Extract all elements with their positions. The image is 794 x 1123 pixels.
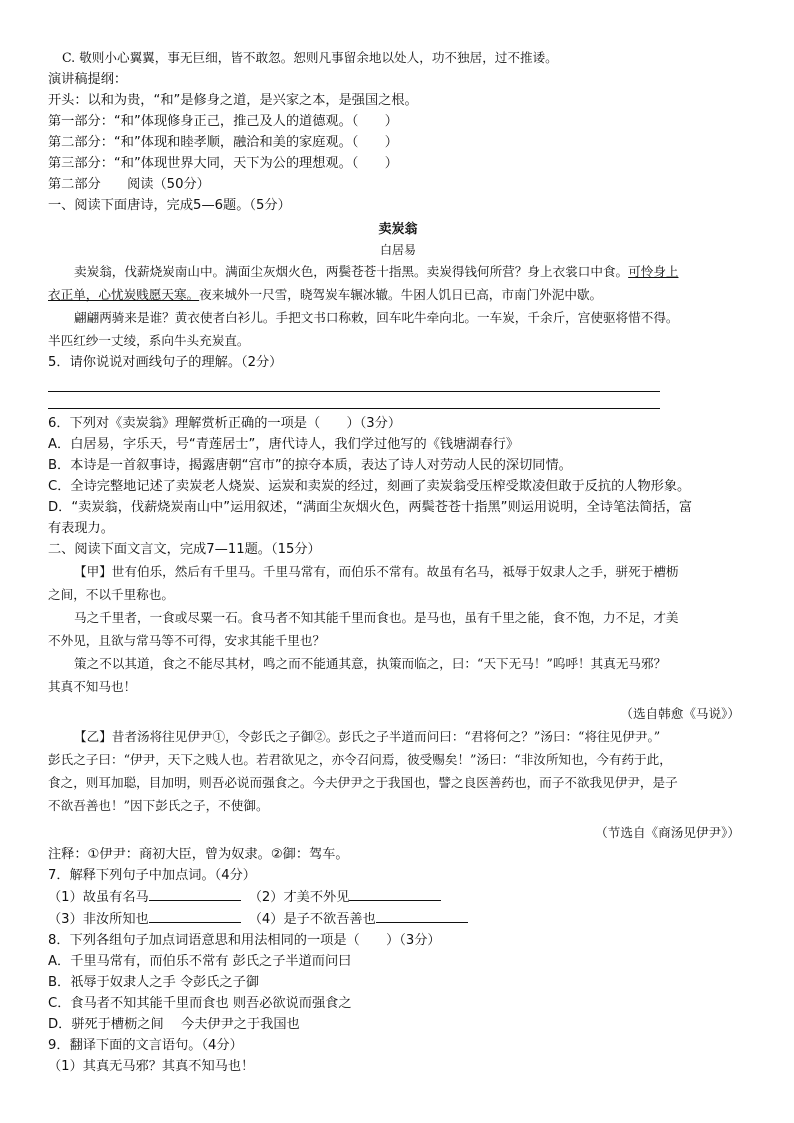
answer-blank[interactable] xyxy=(349,886,441,901)
passage-jia-p2: 马之千里者，一食或尽粟一石。食马者不知其能千里而食也。是马也，虽有千里之能，食不饱，力不足，才美 xyxy=(74,610,679,625)
outline-part-1: 第一部分：“和”体现修身正己，推己及人的道德观。（ ） xyxy=(48,114,398,129)
question-6-option-a: A．白居易，字乐天，号“青莲居士”，唐代诗人，我们学过他写的《钱塘湖春行》 xyxy=(48,437,520,452)
passage-yi-p1: 【乙】昔者汤将往见伊尹①，令彭氏之子御②。彭氏之子半道而问曰：“君将何之？”汤曰：“将往见伊尹。” xyxy=(74,729,661,744)
question-7-item-3: （3）非汝所知也 xyxy=(48,912,149,927)
poem-title: 卖炭翁 xyxy=(378,222,418,237)
question-8-option-d: D．骈死于槽枥之间 今夫伊尹之于我国也 xyxy=(48,1017,300,1032)
outline-part-2: 第二部分：“和”体现和睦孝顺，融洽和美的家庭观。（ ） xyxy=(48,135,398,150)
question-6-option-c: C．全诗完整地记述了卖炭老人烧炭、运炭和卖炭的经过，刻画了卖炭翁受压榨受欺凌但敢于反抗的人物形象。 xyxy=(48,479,691,494)
question-7-stem: 7．解释下列句子中加点词。（4分） xyxy=(48,868,256,883)
poem-line-2 xyxy=(48,283,748,306)
question-7-item-2: （2）才美不外见 xyxy=(248,890,350,905)
question-8-option-a: A．千里马常有，而伯乐不常有 彭氏之子半道而问曰 xyxy=(48,954,352,969)
question-8-option-c: C．食马者不知其能千里而食也 则吾必欲说而强食之 xyxy=(48,996,352,1011)
question-6-option-d-cont: 有表现力。 xyxy=(48,521,114,536)
poem-author: 白居易 xyxy=(379,243,416,257)
question-7-row-2 xyxy=(48,908,748,930)
passage-notes: 注释：①伊尹：商初大臣，曾为奴隶。②御：驾车。 xyxy=(48,847,349,862)
exam-page xyxy=(48,46,748,1077)
poem-text: 夜来城外一尺雪，晓驾炭车辗冰辙。牛困人饥日已高，市南门外泥中歇。 xyxy=(199,287,603,302)
passage-yi-source: （节选自《商汤见伊尹》） xyxy=(595,825,740,840)
question-9-stem: 9．翻译下面的文言语句。（4分） xyxy=(48,1038,243,1053)
question-5: 5．请你说说对画线句子的理解。（2分） xyxy=(48,355,283,370)
outline-heading: 演讲稿提纲： xyxy=(48,72,128,87)
passage-jia-p3: 策之不以其道，食之不能尽其材，鸣之而不能通其意，执策而临之，曰：“天下无马！”呜呼！其真无马邪？ xyxy=(74,656,667,671)
q4-option-c: C. 敬则小心翼翼，事无巨细，皆不敢忽。恕则凡事留余地以处人，功不独居，过不推诿。 xyxy=(62,50,558,65)
underlined-sentence: 可怜身上 xyxy=(628,264,679,279)
question-9-item-1: （1）其真无马邪？其真不知马也！ xyxy=(48,1059,255,1074)
poem-text: 卖炭翁，伐薪烧炭南山中。满面尘灰烟火色，两鬓苍苍十指黑。卖炭得钱何所营？身上衣裳口中食。 xyxy=(74,264,629,279)
passage-jia-source: （选自韩愈《马说》） xyxy=(620,706,740,721)
passage-jia-p1: 【甲】世有伯乐，然后有千里马。千里马常有，而伯乐不常有。故虽有名马，祗辱于奴隶人之手，骈死于槽枥 xyxy=(74,564,679,579)
answer-line[interactable] xyxy=(48,373,660,392)
question-7-item-1: （1）故虽有名马 xyxy=(48,890,149,905)
passage-jia-p2-cont: 不外见，且欲与常马等不可得，安求其能千里也？ xyxy=(48,633,326,648)
poem-section-heading: 一、阅读下面唐诗，完成5—6题。（5分） xyxy=(48,198,291,213)
passage-yi-p1-cont: 食之，则耳加聪，目加明，则吾必说而强食之。今夫伊尹之于我国也，譬之良医善药也，而子不欲我见伊尹，是子 xyxy=(48,775,678,790)
outline-part-3: 第三部分：“和”体现世界大同，天下为公的理想观。（ ） xyxy=(48,156,398,171)
passage-jia-p3-cont: 其真不知马也！ xyxy=(48,679,137,694)
answer-blank[interactable] xyxy=(149,908,241,923)
question-8-stem: 8．下列各组句子加点词语意思和用法相同的一项是（ ）（3分） xyxy=(48,933,441,948)
answer-line[interactable] xyxy=(48,392,660,409)
underlined-sentence: 衣正单，心忧炭贱愿天寒。 xyxy=(48,287,200,302)
answer-blank[interactable] xyxy=(149,886,241,901)
outline-opening: 开头：以和为贵，“和”是修身之道，是兴家之本，是强国之根。 xyxy=(48,93,418,108)
classical-section-heading: 二、阅读下面文言文，完成7—11题。（15分） xyxy=(48,542,321,557)
poem-line-4: 半匹红纱一丈绫，系向牛头充炭直。 xyxy=(48,333,250,348)
question-6-option-b: B．本诗是一首叙事诗，揭露唐朝“宫市”的掠夺本质，表达了诗人对劳动人民的深切同情。 xyxy=(48,458,572,473)
question-8-option-b: B．祇辱于奴隶人之手 令彭氏之子御 xyxy=(48,975,260,990)
question-7-item-4: （4）是子不欲吾善也 xyxy=(248,912,376,927)
question-6-option-d: D．“卖炭翁，伐薪烧炭南山中”运用叙述，“满面尘灰烟火色，两鬓苍苍十指黑”则运用说明，全诗笔法简括，富 xyxy=(48,500,693,515)
passage-yi-p1-cont: 不欲吾善也！”因下彭氏之子，不使御。 xyxy=(48,798,269,813)
question-6-stem: 6．下列对《卖炭翁》理解赏析正确的一项是（ ）（3分） xyxy=(48,416,402,431)
section-2-heading: 第二部分 阅读（50分） xyxy=(48,177,210,192)
passage-yi-p1-cont: 彭氏之子曰：“伊尹，天下之贱人也。若君欲见之，亦令召问焉，彼受赐矣！”汤曰：“非汝所知也，今有药于此， xyxy=(48,752,672,767)
poem-line-1 xyxy=(48,260,748,283)
answer-blank[interactable] xyxy=(376,908,468,923)
passage-jia-p1-cont: 之间，不以千里称也。 xyxy=(48,587,174,602)
question-7-row-1 xyxy=(48,886,748,908)
poem-line-3: 翩翩两骑来是谁？黄衣使者白衫儿。手把文书口称敕，回车叱牛牵向北。一车炭，千余斤，宫使驱将惜不得。 xyxy=(74,310,679,325)
